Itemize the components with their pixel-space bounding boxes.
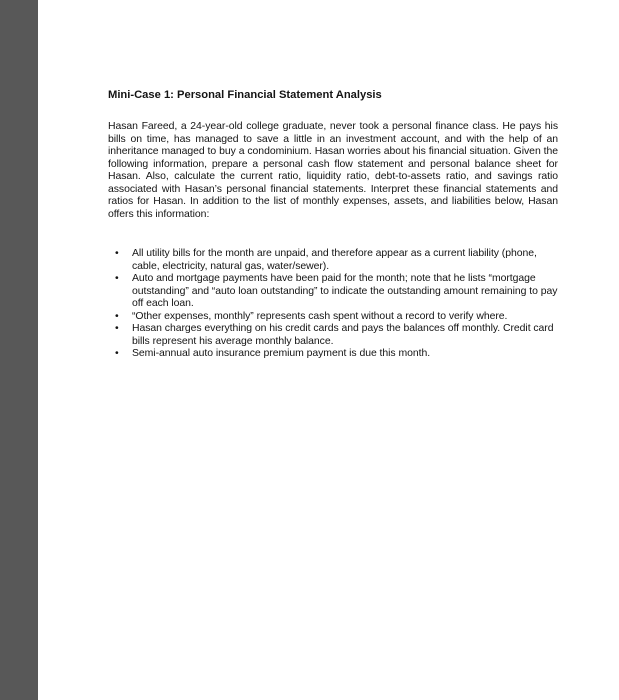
list-item-text: Auto and mortgage payments have been paid for the month; note that he lists “mortgage outstanding” and “auto loan outstanding” to indicate the outstanding amount remaining to pay off each loan. <box>132 273 558 309</box>
list-item-text: All utility bills for the month are unpaid, and therefore appear as a current liability (phone, cable, electricity, natural gas, water/sewer). <box>132 248 537 272</box>
list-item-text: Hasan charges everything on his credit cards and pays the balances off monthly. Credit card bills represent his average monthly balance. <box>132 323 554 347</box>
bullet-icon: • <box>115 348 119 359</box>
document-content <box>108 88 558 361</box>
case-title: Mini-Case 1: Personal Financial Statement Analysis <box>108 89 382 101</box>
intro-paragraph: Hasan Fareed, a 24-year-old college graduate, never took a personal finance class. He pays his bills on time, has managed to save a little in an investment account, and with the help of an inheritance managed to buy a condominium. Hasan worries about his financial situation. Given the following information, prepare a personal cash flow statement and personal balance sheet for Hasan. Also, calculate the current ratio, liquidity ratio, debt-to-assets ratio, and savings ratio associated with Hasan’s personal financial statements. Interpret these financial statements and ratios for Hasan. In addition to the list of monthly expenses, assets, and liabilities below, Hasan offers this information: <box>108 121 558 220</box>
bullet-icon: • <box>115 323 119 334</box>
list-item <box>108 323 558 348</box>
list-item-text: “Other expenses, monthly” represents cash spent without a record to verify where. <box>132 310 508 322</box>
bullet-icon: • <box>115 248 119 259</box>
list-item <box>108 273 558 311</box>
information-list <box>108 248 558 361</box>
list-item <box>108 311 558 324</box>
list-item <box>108 348 558 361</box>
list-item <box>108 248 558 273</box>
left-margin-bar <box>0 0 38 700</box>
list-item-text: Semi-annual auto insurance premium payment is due this month. <box>132 348 431 359</box>
bullet-icon: • <box>115 273 119 284</box>
bullet-icon: • <box>115 310 119 322</box>
